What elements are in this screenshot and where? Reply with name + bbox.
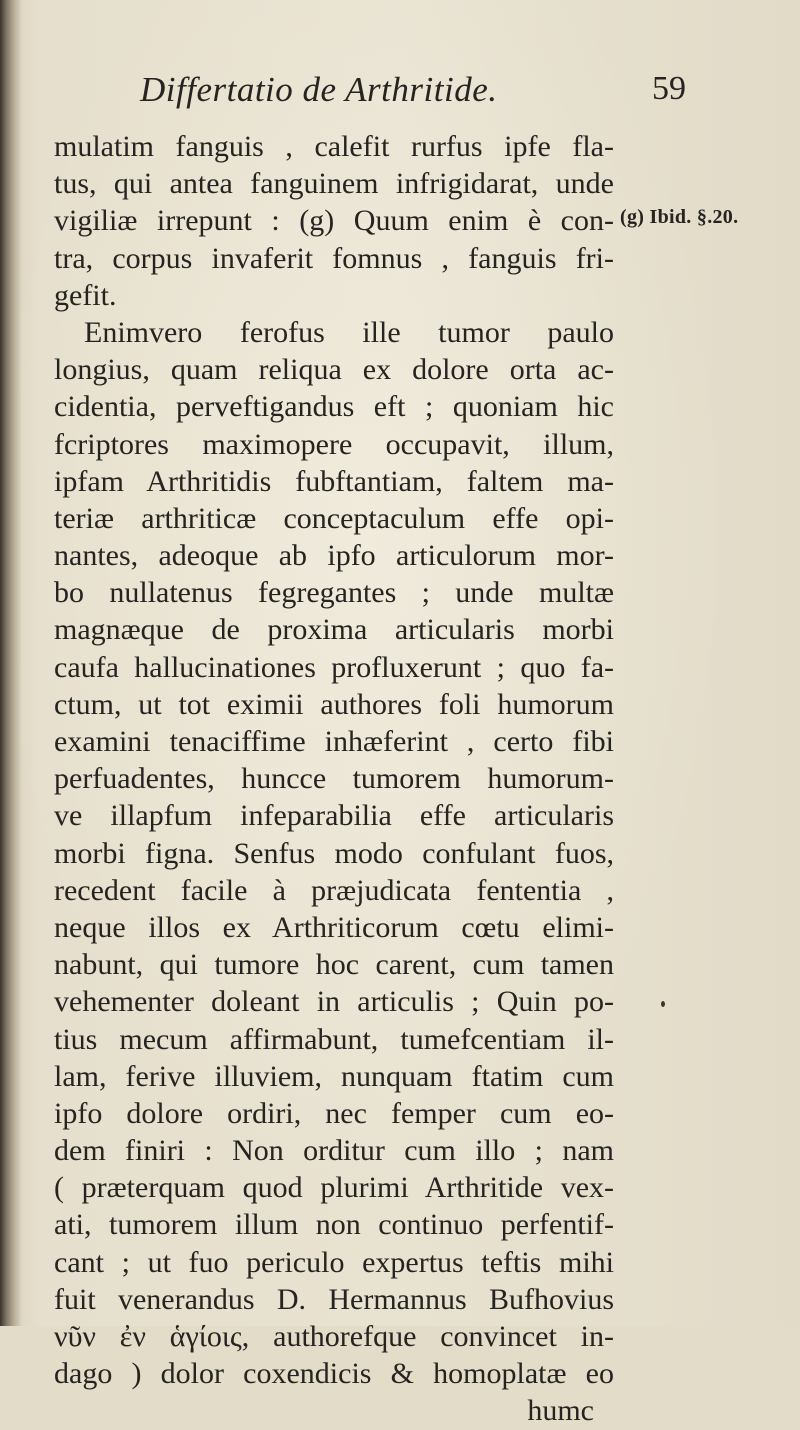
text-line: vigiliæ irrepunt : (g) Quum enim è con- [54, 204, 614, 238]
text-line: gefit. [54, 278, 117, 312]
text-line: vehementer doleant in articulis ; Quin po- [54, 985, 614, 1019]
text-line: morbi figna. Senfus modo confulant fuos, [54, 836, 614, 870]
text-line: dago ) dolor coxendicis & homoplatæ eo [54, 1357, 614, 1391]
margin-note: (g) Ibid. §.20. [620, 206, 739, 228]
text-line: examini tenaciffime inhæferint , certo fibi [54, 725, 614, 758]
text-line: bo nullatenus fegregantes ; unde multæ [54, 576, 614, 610]
text-line: tus, qui antea fanguinem infrigidarat, unde [54, 167, 614, 201]
text-line: lam, ferive illuviem, nunquam ftatim cum [54, 1059, 614, 1093]
text-line: νῦν ἐν ἁγίοις, authorefque convincet in- [54, 1320, 614, 1353]
ink-speck [661, 1001, 665, 1007]
text-line: magnæque de proxima articularis morbi [54, 613, 614, 647]
text-line: fcriptores maximopere occupavit, illum, [54, 427, 614, 461]
text-line: ve illapfum infeparabilia effe articularis [54, 799, 614, 833]
text-line: tius mecum affirmabunt, tumefcentiam il- [54, 1022, 614, 1056]
text-line: cant ; ut fuo periculo expertus teftis mihi [54, 1245, 614, 1279]
text-line: ati, tumorem illum non continuo perfentif- [54, 1208, 614, 1242]
text-line: dem finiri : Non orditur cum illo ; nam [54, 1134, 614, 1168]
text-line: neque illos ex Arthriticorum cœtu elimi- [54, 910, 614, 944]
text-line: cidentia, perveftigandus eft ; quoniam hic [54, 390, 614, 424]
body-text [54, 128, 614, 1430]
page-number: 59 [652, 70, 686, 107]
text-line: ipfo dolore ordiri, nec femper cum eo- [54, 1096, 614, 1130]
text-line: longius, quam reliqua ex dolore orta ac- [54, 353, 614, 387]
text-line: nabunt, qui tumore hoc carent, cum tamen [54, 948, 614, 982]
text-line: Enimvero ferofus ille tumor paulo [84, 315, 614, 349]
text-line: fuit venerandus D. Hermannus Bufhovius [54, 1282, 614, 1316]
text-line: mulatim fanguis , calefit rurfus ipfe fla- [54, 130, 614, 163]
text-line: ctum, ut tot eximii authores foli humorum [54, 687, 614, 721]
text-line: teriæ arthriticæ conceptaculum effe opi- [54, 501, 614, 535]
text-line: ( præterquam quod plurimi Arthritide vex- [54, 1171, 614, 1205]
page-gutter-shadow [0, 0, 22, 1326]
catchword: humc [527, 1394, 594, 1428]
text-line: tra, corpus invaferit fomnus , fanguis fri- [54, 241, 614, 275]
text-line: nantes, adeoque ab ipfo articulorum mor- [54, 539, 614, 573]
text-line: perfuadentes, huncce tumorem humorum- [54, 762, 614, 796]
running-title: Differtatio de Arthritide. [140, 70, 498, 109]
text-line: ipfam Arthritidis fubftantiam, faltem ma- [54, 464, 614, 498]
text-line: caufa hallucinationes profluxerunt ; quo fa- [54, 650, 614, 684]
text-line: recedent facile à præjudicata fententia , [54, 873, 614, 907]
